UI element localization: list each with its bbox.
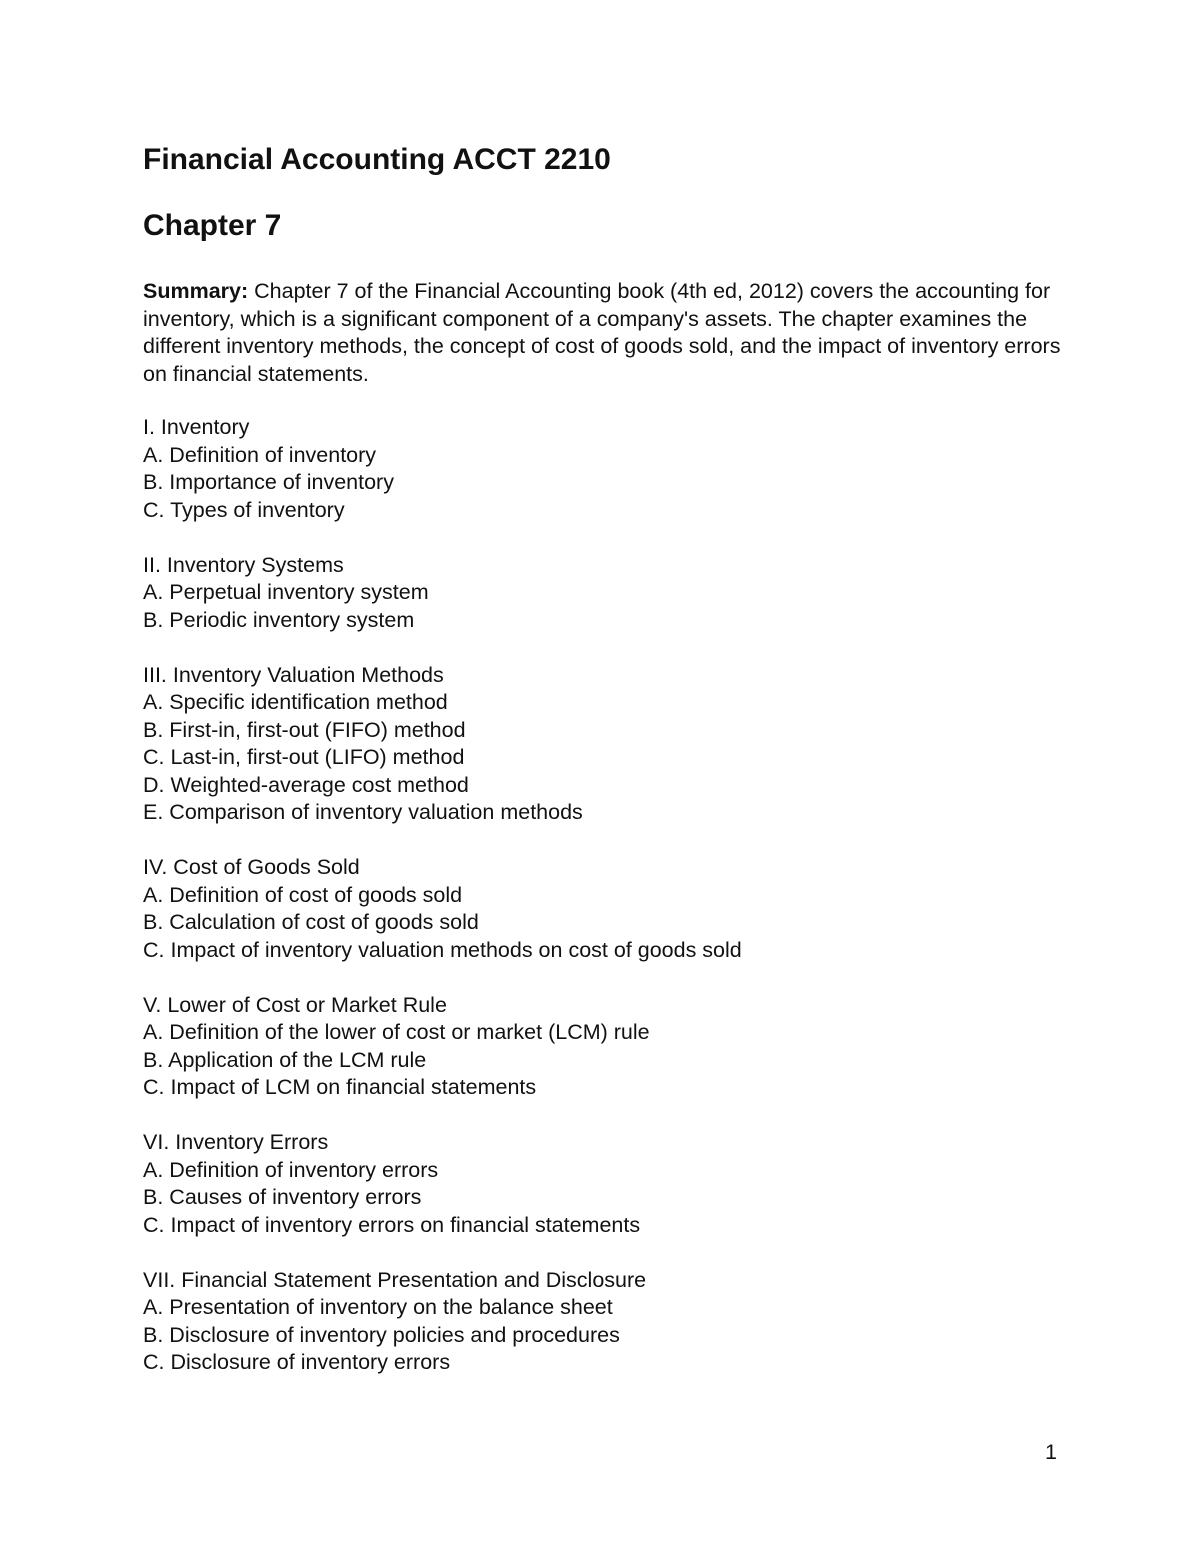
outline-section bbox=[143, 992, 1063, 1102]
section-item: A. Presentation of inventory on the balance sheet bbox=[143, 1295, 613, 1319]
section-item: E. Comparison of inventory valuation methods bbox=[143, 800, 583, 824]
section-item: C. Impact of inventory valuation methods on cost of goods sold bbox=[143, 937, 742, 962]
outline-section bbox=[143, 1267, 1063, 1377]
section-heading: VII. Financial Statement Presentation and Disclosure bbox=[143, 1267, 647, 1292]
section-item: B. Importance of inventory bbox=[143, 470, 394, 494]
section-heading: II. Inventory Systems bbox=[143, 552, 344, 577]
section-item: A. Definition of inventory errors bbox=[143, 1157, 439, 1182]
section-heading: VI. Inventory Errors bbox=[143, 1130, 329, 1154]
section-heading: III. Inventory Valuation Methods bbox=[143, 662, 444, 687]
page-number: 1 bbox=[1045, 1440, 1057, 1464]
section-item: A. Definition of cost of goods sold bbox=[143, 882, 463, 907]
outline bbox=[143, 414, 1063, 1377]
document-title: Financial Accounting ACCT 2210 bbox=[143, 143, 611, 176]
section-heading: I. Inventory bbox=[143, 415, 250, 439]
outline-section bbox=[143, 662, 1063, 827]
section-item: A. Definition of the lower of cost or market (LCM) rule bbox=[143, 1020, 650, 1044]
section-item: A. Definition of inventory bbox=[143, 442, 377, 467]
outline-section bbox=[143, 1129, 1063, 1239]
section-item: B. Causes of inventory errors bbox=[143, 1185, 422, 1209]
section-item: C. Last-in, first-out (LIFO) method bbox=[143, 745, 465, 769]
chapter-title: Chapter 7 bbox=[143, 209, 282, 242]
section-item: B. Application of the LCM rule bbox=[143, 1047, 427, 1072]
section-item: B. First-in, first-out (FIFO) method bbox=[143, 717, 466, 742]
section-item: B. Disclosure of inventory policies and procedures bbox=[143, 1322, 620, 1347]
summary-text: Chapter 7 of the Financial Accounting book (4th ed, 2012) covers the accounting for inventory, which is a significant component of a company's assets. The chapter examines the different inventory methods, the concept of cost of goods sold, and the impact of inventory errors on financial statements. bbox=[143, 279, 1061, 386]
section-item: A. Specific identification method bbox=[143, 690, 448, 714]
section-item: B. Calculation of cost of goods sold bbox=[143, 910, 479, 934]
outline-section bbox=[143, 854, 1063, 964]
outline-section bbox=[143, 414, 1063, 524]
outline-section bbox=[143, 552, 1063, 635]
section-item: C. Impact of LCM on financial statements bbox=[143, 1075, 537, 1099]
section-item: A. Perpetual inventory system bbox=[143, 580, 429, 604]
section-heading: V. Lower of Cost or Market Rule bbox=[143, 992, 447, 1017]
section-item: C. Disclosure of inventory errors bbox=[143, 1350, 451, 1374]
summary-paragraph bbox=[143, 278, 1063, 388]
section-item: B. Periodic inventory system bbox=[143, 607, 415, 632]
section-item: C. Impact of inventory errors on financial statements bbox=[143, 1212, 641, 1237]
summary-label: Summary: bbox=[143, 279, 249, 303]
section-item: D. Weighted-average cost method bbox=[143, 772, 469, 797]
section-item: C. Types of inventory bbox=[143, 497, 345, 522]
section-heading: IV. Cost of Goods Sold bbox=[143, 855, 360, 879]
document-content bbox=[143, 138, 1063, 1404]
